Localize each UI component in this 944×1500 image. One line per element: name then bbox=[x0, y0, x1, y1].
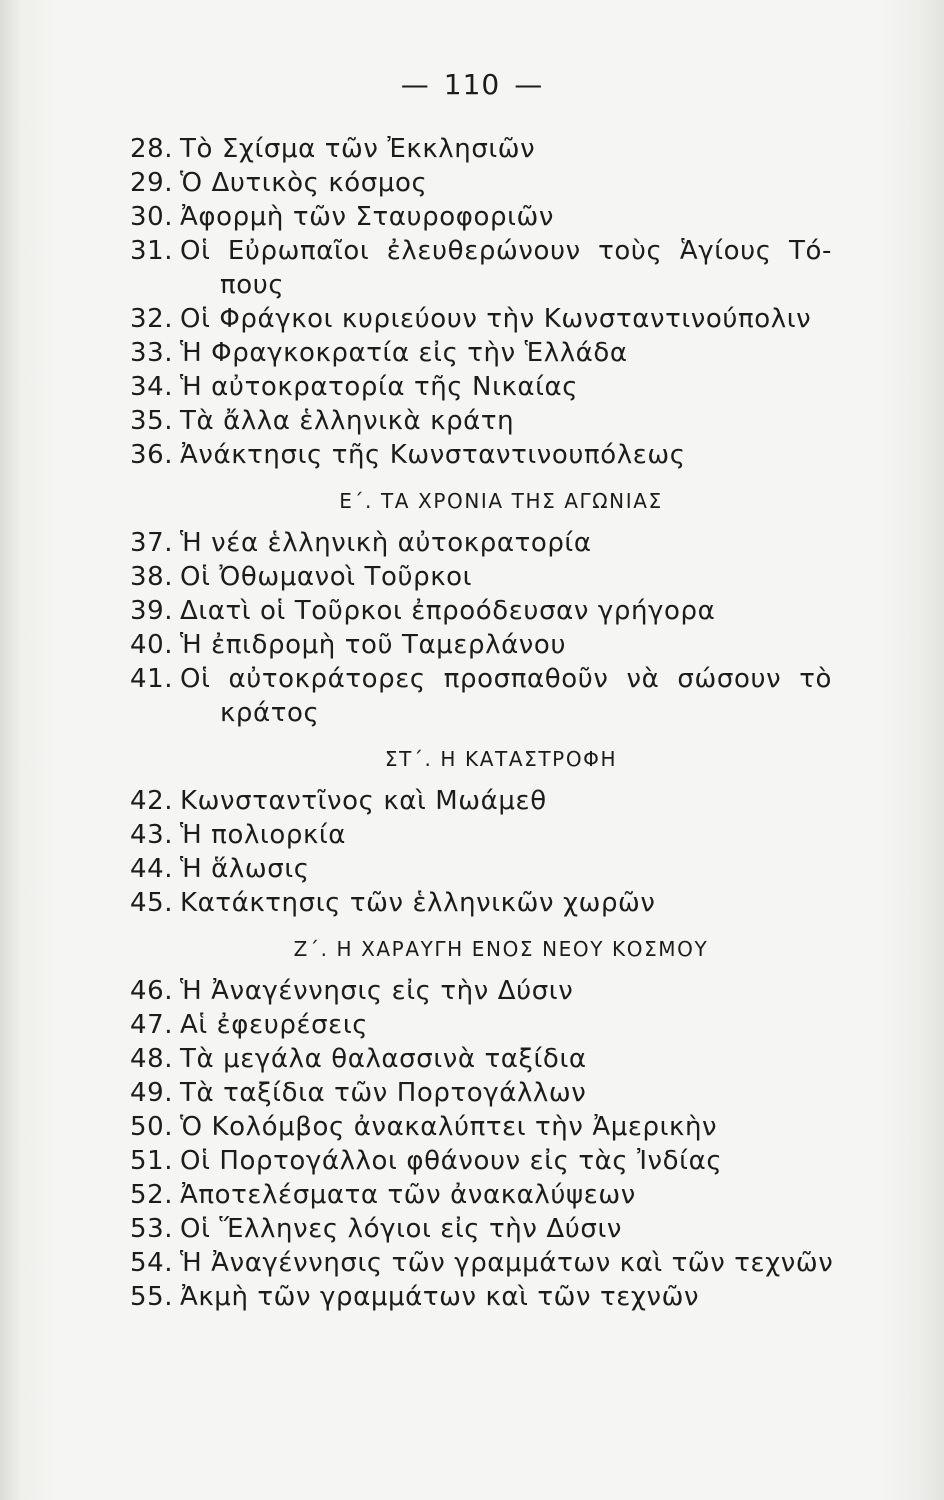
toc-entry-50 bbox=[130, 1110, 842, 1144]
toc-entry-34 bbox=[130, 370, 842, 404]
entry-number: 55. bbox=[130, 1282, 174, 1312]
entry-number: 36. bbox=[130, 440, 174, 470]
entry-title: Ἡ νέα ἑλληνικὴ αὐτοκρατορία bbox=[180, 528, 592, 558]
entry-title: Τὰ ἄλλα ἑλληνικὰ κράτη bbox=[180, 406, 515, 436]
entry-number: 35. bbox=[130, 406, 174, 436]
entry-number: 39. bbox=[130, 596, 174, 626]
page-number-dash-left: — bbox=[400, 68, 430, 101]
entry-number: 31. bbox=[130, 236, 174, 266]
toc-entry-33 bbox=[130, 336, 842, 370]
section-heading-e: Ε΄. ΤΑ ΧΡΟΝΙΑ ΤΗΣ ΑΓΩΝΙΑΣ bbox=[339, 489, 663, 513]
toc-entry-40 bbox=[130, 628, 842, 662]
entry-number: 33. bbox=[130, 338, 174, 368]
section-heading-z: Ζ΄. Η ΧΑΡΑΥΓΗ ΕΝΟΣ ΝΕΟΥ ΚΟΣΜΟΥ bbox=[293, 937, 709, 961]
toc-entry-43 bbox=[130, 818, 842, 852]
entry-title: Ἀκμὴ τῶν γραμμάτων καὶ τῶν τεχνῶν bbox=[180, 1282, 700, 1312]
entry-title: Κατάκτησις τῶν ἑλληνικῶν χωρῶν bbox=[180, 888, 656, 918]
entry-title: Τὰ ταξίδια τῶν Πορτογάλλων bbox=[180, 1078, 587, 1108]
toc-entry-52 bbox=[130, 1178, 842, 1212]
page-number-header bbox=[0, 68, 944, 101]
entry-title: Ἡ Ἀναγέννησις εἰς τὴν Δύσιν bbox=[180, 976, 574, 1006]
entry-title: Τὸ Σχίσμα τῶν Ἐκκλησιῶν bbox=[180, 134, 536, 164]
entry-number: 38. bbox=[130, 562, 174, 592]
toc-entry-28 bbox=[130, 132, 842, 166]
entry-title: Ἡ ἐπιδρομὴ τοῦ Ταμερλάνου bbox=[180, 630, 567, 660]
toc-entry-35 bbox=[130, 404, 842, 438]
entry-title: Τὰ μεγάλα θαλασσινὰ ταξίδια bbox=[180, 1044, 587, 1074]
toc-entry-42 bbox=[130, 784, 842, 818]
table-of-contents bbox=[130, 132, 842, 1314]
entry-number: 32. bbox=[130, 304, 174, 334]
toc-entry-39 bbox=[130, 594, 842, 628]
toc-entry-53 bbox=[130, 1212, 842, 1246]
entry-title: Ἡ πολιορκία bbox=[180, 820, 347, 850]
entry-title: Ἀφορμὴ τῶν Σταυροφοριῶν bbox=[180, 202, 554, 232]
entry-number: 37. bbox=[130, 528, 174, 558]
toc-entry-46 bbox=[130, 974, 842, 1008]
entry-number: 47. bbox=[130, 1010, 174, 1040]
toc-entry-41 bbox=[130, 662, 842, 730]
toc-entry-38 bbox=[130, 560, 842, 594]
entry-title-continuation: πους bbox=[220, 270, 285, 300]
entry-title: Ἡ ἅλωσις bbox=[180, 854, 310, 884]
entry-title: Διατὶ οἱ Τοῦρκοι ἐπροόδευσαν γρήγορα bbox=[180, 596, 716, 626]
toc-entry-45 bbox=[130, 886, 842, 920]
toc-entry-37 bbox=[130, 526, 842, 560]
entry-number: 49. bbox=[130, 1078, 174, 1108]
toc-entry-48 bbox=[130, 1042, 842, 1076]
entry-number: 34. bbox=[130, 372, 174, 402]
entry-number: 46. bbox=[130, 976, 174, 1006]
entry-title-continuation: κράτος bbox=[220, 698, 320, 728]
entry-title: Οἱ Εὐρωπαῖοι ἐλευθερώνουν τοὺς Ἁγίους Τό- bbox=[180, 236, 832, 266]
entry-title: Ἀποτελέσματα τῶν ἀνακαλύψεων bbox=[180, 1180, 636, 1210]
entry-title: Ὁ Κολόμβος ἀνακαλύπτει τὴν Ἀμερικὴν bbox=[180, 1112, 718, 1142]
toc-entry-51 bbox=[130, 1144, 842, 1178]
toc-entry-29 bbox=[130, 166, 842, 200]
toc-entry-49 bbox=[130, 1076, 842, 1110]
entry-number: 28. bbox=[130, 134, 174, 164]
entry-number: 43. bbox=[130, 820, 174, 850]
entry-number: 54. bbox=[130, 1248, 174, 1278]
entry-title: Κωνσταντῖνος καὶ Μωάμεθ bbox=[180, 786, 547, 816]
entry-number: 48. bbox=[130, 1044, 174, 1074]
entry-number: 45. bbox=[130, 888, 174, 918]
entry-title: Οἱ Ἕλληνες λόγιοι εἰς τὴν Δύσιν bbox=[180, 1214, 622, 1244]
entry-number: 30. bbox=[130, 202, 174, 232]
page-number: 110 bbox=[443, 68, 501, 101]
entry-title: Αἱ ἐφευρέσεις bbox=[180, 1010, 369, 1040]
toc-entry-44 bbox=[130, 852, 842, 886]
entry-number: 44. bbox=[130, 854, 174, 884]
entry-title: Ἀνάκτησις τῆς Κωνσταντινουπόλεως bbox=[180, 440, 686, 470]
toc-entry-55 bbox=[130, 1280, 842, 1314]
entry-number: 29. bbox=[130, 168, 174, 198]
entry-title: Οἱ Ὀθωμανοὶ Τοῦρκοι bbox=[180, 562, 473, 592]
entry-title: Οἱ Φράγκοι κυριεύουν τὴν Κωνσταντινούπολιν bbox=[180, 304, 812, 334]
entry-title: Οἱ αὐτοκράτορες προσπαθοῦν νὰ σώσουν τὸ bbox=[180, 664, 832, 694]
entry-number: 50. bbox=[130, 1112, 174, 1142]
section-heading-st: ΣΤ΄. Η ΚΑΤΑΣΤΡΟΦΗ bbox=[384, 747, 618, 771]
entry-title: Οἱ Πορτογάλλοι φθάνουν εἰς τὰς Ἰνδίας bbox=[180, 1146, 723, 1176]
entry-number: 42. bbox=[130, 786, 174, 816]
toc-entry-31 bbox=[130, 234, 842, 302]
toc-entry-54 bbox=[130, 1246, 842, 1280]
entry-title: Ἡ Ἀναγέννησις τῶν γραμμάτων καὶ τῶν τεχνῶν bbox=[180, 1248, 834, 1278]
entry-title: Ἡ αὐτοκρατορία τῆς Νικαίας bbox=[180, 372, 579, 402]
entry-title: Ὁ Δυτικὸς κόσμος bbox=[180, 168, 428, 198]
entry-number: 41. bbox=[130, 664, 174, 694]
entry-number: 40. bbox=[130, 630, 174, 660]
entry-title: Ἡ Φραγκοκρατία εἰς τὴν Ἑλλάδα bbox=[180, 338, 628, 368]
page-number-dash-right: — bbox=[514, 68, 544, 101]
entry-number: 53. bbox=[130, 1214, 174, 1244]
entry-number: 51. bbox=[130, 1146, 174, 1176]
toc-entry-36 bbox=[130, 438, 842, 472]
toc-entry-32 bbox=[130, 302, 842, 336]
entry-number: 52. bbox=[130, 1180, 174, 1210]
toc-entry-30 bbox=[130, 200, 842, 234]
toc-entry-47 bbox=[130, 1008, 842, 1042]
